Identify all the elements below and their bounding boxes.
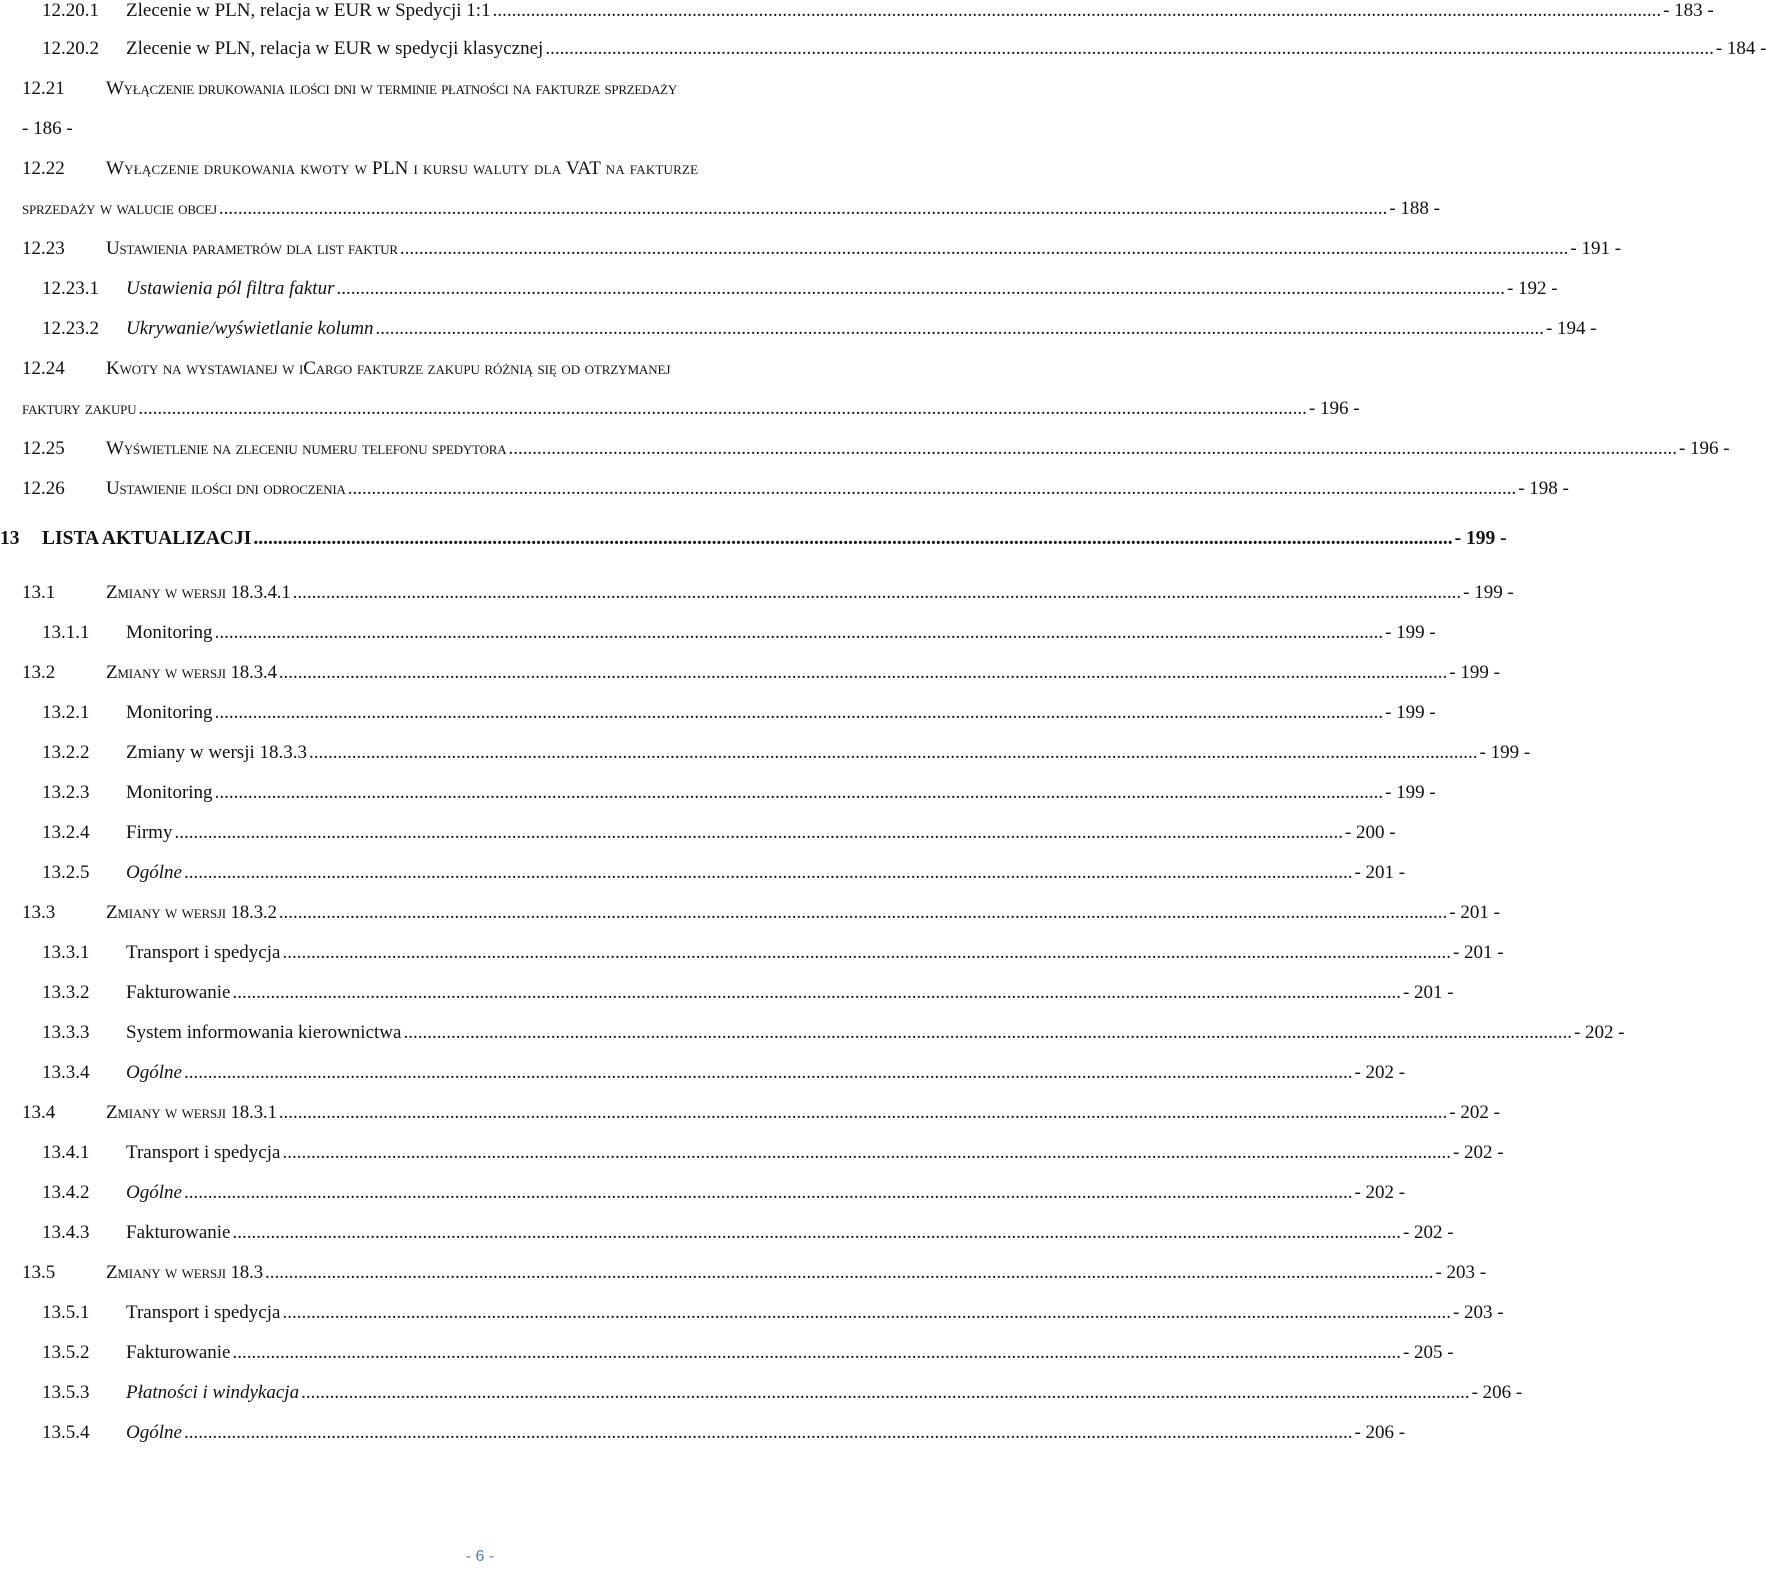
toc-entry-page: - 201 - [1402,982,1454,1003]
toc-entry-title: Zmiany w wersji 18.3.3 [126,742,308,763]
toc-leader-dots [184,1062,1353,1084]
toc-entry-number: 13.1.1 [42,622,90,643]
toc-leader-dots [184,862,1353,884]
toc-entry[interactable] [42,942,1504,964]
toc-leader-dots [215,782,1384,804]
toc-leader-dots [215,622,1384,644]
toc-entry-page: - 201 - [1452,942,1504,963]
toc-entry-title-line2: faktury zakupu [22,398,137,419]
toc-leader-dots [232,982,1401,1004]
page-footer-number: - 6 - [465,1548,495,1565]
toc-entry-page: - 199 - [1463,582,1514,603]
toc-entry-title: Ukrywanie/wyświetlanie kolumn [126,318,374,339]
toc-entry-page: - 202 - [1449,1102,1500,1123]
toc-entry[interactable] [42,742,1531,764]
toc-entry[interactable] [22,902,1500,924]
toc-entry-number: 13.5.4 [42,1422,90,1443]
toc-leader-dots [508,438,1677,460]
toc-entry-title: Ogólne [126,1182,182,1203]
toc-entry-page: - 196 - [1678,438,1730,459]
toc-entry-number: 13.3.3 [42,1022,90,1043]
toc-entry-page: - 202 - [1354,1182,1406,1203]
toc-entry[interactable] [22,438,1730,460]
toc-entry-title: Wyświetlenie na zleceniu numeru telefonu spedytora [106,438,507,459]
toc-entry-title: Fakturowanie [126,1222,231,1243]
toc-entry-title: Fakturowanie [126,982,231,1003]
toc-entry-number: 12.22 [22,158,65,179]
toc-entry-page: - 186 - [22,118,73,139]
toc-entry-title: LISTA AKTUALIZACJI [42,528,252,549]
toc-entry[interactable] [42,318,1597,340]
toc-entry[interactable] [22,238,1622,260]
toc-entry-title: Zmiany w wersji 18.3.2 [106,902,277,923]
toc-leader-dots [232,1342,1401,1364]
toc-entry-title: Ustawienia pól filtra faktur [126,278,335,299]
toc-entry-continuation [22,198,1441,220]
toc-entry[interactable] [22,158,698,180]
toc-entry[interactable] [42,1302,1504,1324]
toc-entry-page: - 183 - [1663,0,1714,21]
toc-entry-page: - 188 - [1389,198,1441,219]
toc-leader-dots [279,1102,1448,1124]
toc-entry[interactable] [22,582,1514,604]
toc-entry-page: - 203 - [1435,1262,1487,1283]
toc-entry-page: - 202 - [1354,1062,1406,1083]
toc-leader-dots [403,1022,1572,1044]
toc-entry-title: Ustawienia parametrów dla list faktur [106,238,398,259]
toc-entry-title: Zmiany w wersji 18.3 [106,1262,263,1283]
toc-entry-page: - 184 - [1715,38,1766,59]
toc-entry-page: - 205 - [1402,1342,1454,1363]
toc-entry-page: - 199 - [1385,782,1436,803]
toc-entry-title: Transport i spedycja [126,942,281,963]
toc-entry[interactable] [42,862,1406,884]
toc-entry-title-line2: sprzedaży w walucie obcej [22,198,217,219]
toc-leader-dots [174,822,1343,844]
toc-entry-page: - 198 - [1518,478,1569,499]
toc-leader-dots [184,1182,1353,1204]
toc-entry-number: 13.4 [22,1102,56,1123]
toc-leader-dots [138,398,1307,420]
toc-entry-page: - 203 - [1452,1302,1504,1323]
toc-entry[interactable] [42,0,1714,22]
toc-entry-number: 13.3.1 [42,942,90,963]
toc-entry-title: Fakturowanie [126,1342,231,1363]
toc-leader-dots [215,702,1384,724]
toc-leader-dots [493,0,1662,22]
toc-entry-title-line1: Kwoty na wystawianej w iCargo fakturze zakupu różnią się od otrzymanej [106,358,671,379]
toc-leader-dots [282,942,1451,964]
toc-entry[interactable] [22,78,677,100]
toc-entry[interactable] [22,1102,1500,1124]
toc-entry[interactable] [42,1142,1504,1164]
toc-entry-number: 12.26 [22,478,65,499]
toc-entry-page: - 201 - [1449,902,1500,923]
toc-entry-title: Ogólne [126,862,182,883]
toc-entry-page: - 199 - [1479,742,1531,763]
toc-leader-dots [184,1422,1353,1444]
toc-entry-number: 13.5.3 [42,1382,90,1403]
toc-entry-title: Monitoring [126,782,213,803]
toc-entry-title: Firmy [126,822,173,843]
toc-entry-page: - 206 - [1471,1382,1523,1403]
toc-leader-dots [545,38,1714,60]
toc-entry-title: Monitoring [126,622,213,643]
toc-entry-page: - 201 - [1354,862,1406,883]
toc-entry-number: 12.23.1 [42,278,99,299]
toc-leader-dots [348,478,1517,500]
toc-entry-page: - 202 - [1452,1142,1504,1163]
toc-entry-number: 12.23.2 [42,318,99,339]
toc-entry-number: 13.4.3 [42,1222,90,1243]
toc-entry[interactable] [22,1262,1487,1284]
toc-entry-number: 13.2.2 [42,742,90,763]
toc-leader-dots [219,198,1388,220]
toc-entry[interactable] [42,1382,1523,1404]
toc-entry-page: - 202 - [1402,1222,1454,1243]
toc-leader-dots [293,582,1462,604]
toc-entry[interactable] [42,38,1766,60]
toc-entry-title-line1: Wyłączenie drukowania kwoty w PLN i kursu waluty dla VAT na fakturze [106,158,699,179]
toc-entry-number: 13.4.2 [42,1182,90,1203]
toc-entry[interactable] [42,982,1454,1004]
toc-entry-title: Transport i spedycja [126,1302,281,1323]
toc-entry-number: 12.20.2 [42,38,99,59]
toc-entry[interactable] [22,358,670,380]
toc-entry-title: System informowania kierownictwa [126,1022,402,1043]
toc-entry-page-line [22,118,73,140]
toc-entry[interactable] [42,782,1436,804]
toc-entry-number: 13.3.2 [42,982,90,1003]
toc-entry-page: - 194 - [1545,318,1597,339]
toc-entry-number: 12.21 [22,78,65,99]
toc-entry[interactable] [22,478,1569,500]
toc-entry[interactable] [42,1422,1406,1444]
toc-entry-title: Ogólne [126,1422,182,1443]
toc-leader-dots [253,528,1452,550]
toc-leader-dots [336,278,1505,300]
toc-entry-title: Płatności i windykacja [126,1382,300,1403]
toc-entry-number: 13.2.4 [42,822,90,843]
toc-entry-page: - 192 - [1506,278,1558,299]
toc-leader-dots [400,238,1569,260]
toc-entry-number: 13.5.2 [42,1342,90,1363]
toc-entry-title: Zlecenie w PLN, relacja w EUR w spedycji klasycznej [126,38,544,59]
toc-entry-continuation [22,398,1360,420]
toc-entry[interactable] [42,1022,1625,1044]
toc-entry-number: 13.3 [22,902,56,923]
toc-entry[interactable] [42,622,1436,644]
toc-chapter-entry[interactable] [0,528,1507,550]
toc-entry[interactable] [42,1182,1406,1204]
toc-entry[interactable] [42,822,1396,844]
toc-entry-number: 12.23 [22,238,65,259]
toc-leader-dots [232,1222,1401,1244]
toc-entry[interactable] [42,1342,1454,1364]
toc-entry-number: 13.2.3 [42,782,90,803]
toc-leader-dots [301,1382,1470,1404]
toc-entry-page: - 199 - [1449,662,1500,683]
toc-entry-page: - 199 - [1385,702,1436,723]
toc-leader-dots [375,318,1544,340]
toc-leader-dots [265,1262,1434,1284]
toc-entry-number: 13.2 [22,662,56,683]
toc-entry-number: 13.3.4 [42,1062,90,1083]
toc-entry-title: Zmiany w wersji 18.3.1 [106,1102,277,1123]
toc-leader-dots [279,662,1448,684]
toc-entry-title: Zmiany w wersji 18.3.4 [106,662,277,683]
toc-leader-dots [282,1302,1451,1324]
toc-entry-page: - 202 - [1573,1022,1625,1043]
toc-entry-title: Zlecenie w PLN, relacja w EUR w Spedycji 1:1 [126,0,491,21]
toc-entry-page: - 200 - [1344,822,1396,843]
toc-entry-page: - 199 - [1385,622,1436,643]
toc-entry-page: - 191 - [1570,238,1622,259]
toc-entry[interactable] [42,278,1558,300]
toc-entry-title: Ogólne [126,1062,182,1083]
toc-entry[interactable] [42,702,1436,724]
toc-entry-number: 13.2.1 [42,702,90,723]
toc-entry-title: Monitoring [126,702,213,723]
toc-entry[interactable] [22,662,1500,684]
toc-leader-dots [282,1142,1451,1164]
toc-entry-number: 13.5 [22,1262,56,1283]
toc-leader-dots [279,902,1448,924]
toc-entry-number: 13 [0,528,20,549]
toc-entry-number: 13.5.1 [42,1302,90,1323]
toc-entry-title: Wyłączenie drukowania ilości dni w terminie płatności na fakturze sprzedaży [106,78,677,99]
toc-entry-page: - 196 - [1308,398,1360,419]
toc-entry[interactable] [42,1222,1454,1244]
toc-entry-number: 12.24 [22,358,65,379]
toc-entry-page: - 199 - [1454,528,1507,549]
toc-entry-number: 12.25 [22,438,65,459]
toc-entry-page: - 206 - [1354,1422,1406,1443]
toc-entry-title: Transport i spedycja [126,1142,281,1163]
toc-entry-title: Zmiany w wersji 18.3.4.1 [106,582,291,603]
toc-entry[interactable] [42,1062,1406,1084]
toc-leader-dots [309,742,1478,764]
toc-entry-number: 12.20.1 [42,0,99,21]
toc-entry-number: 13.2.5 [42,862,90,883]
toc-entry-title: Ustawienie ilości dni odroczenia [106,478,346,499]
toc-entry-number: 13.1 [22,582,56,603]
toc-entry-number: 13.4.1 [42,1142,90,1163]
